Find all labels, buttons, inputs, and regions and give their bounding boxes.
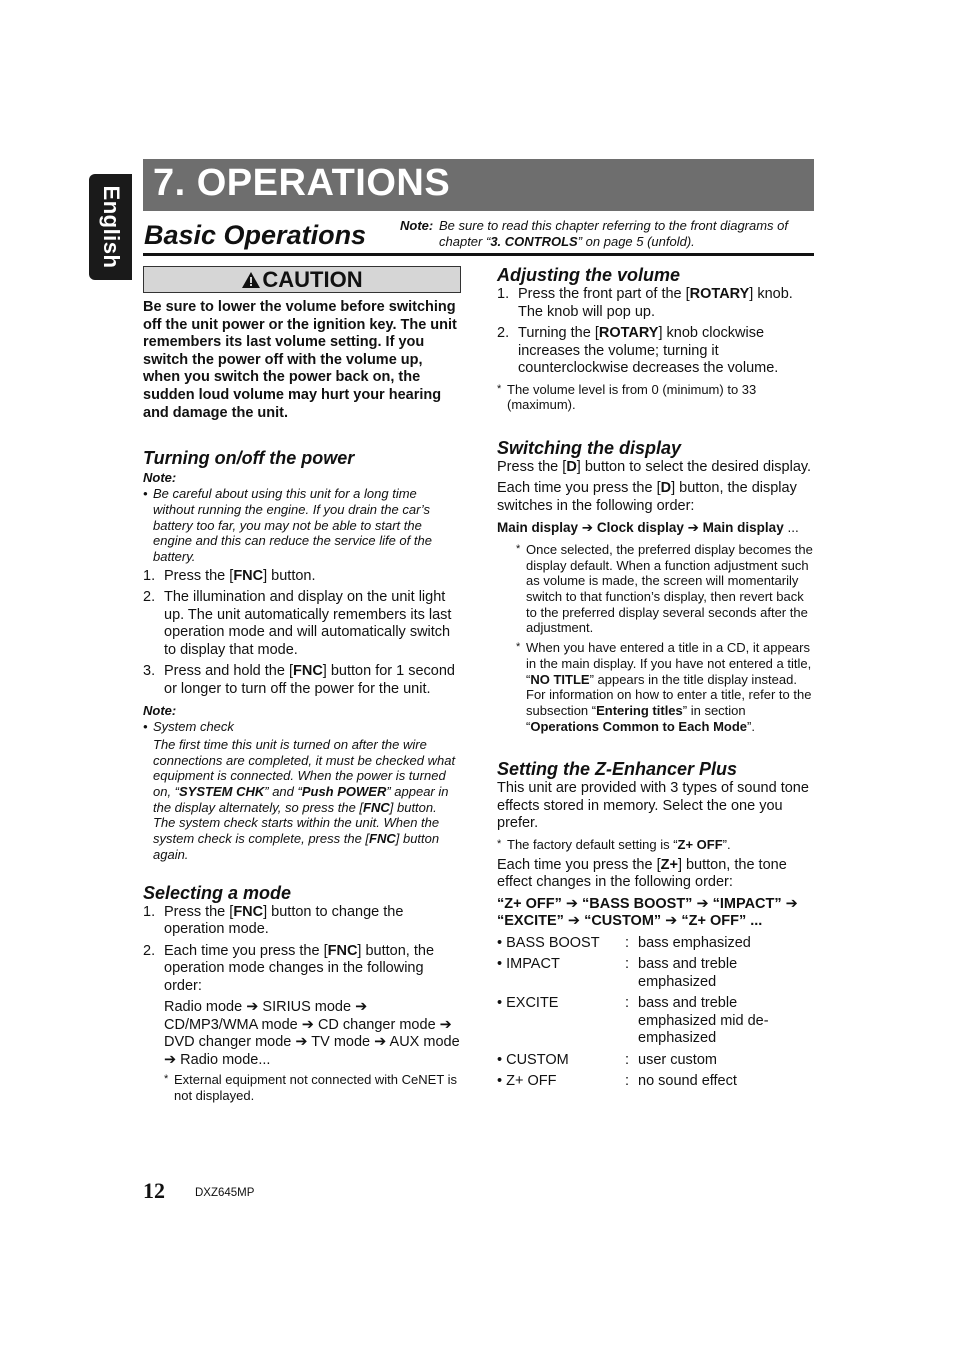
model-number: DXZ645MP: [195, 1187, 255, 1199]
effect-name: • IMPACT: [497, 956, 560, 973]
warning-icon: [241, 271, 261, 289]
section-title: Basic Operations: [144, 220, 367, 250]
chapter-header: [143, 159, 814, 211]
effect-desc: user custom: [638, 1051, 717, 1068]
heading-zplus: Setting the Z-Enhancer Plus: [497, 759, 738, 780]
display-order: Main display ➔ Clock display ➔ Main display ...: [497, 520, 799, 536]
language-tab-label: English: [98, 185, 124, 269]
zplus-effects-table: [497, 935, 815, 1091]
zplus-default: * The factory default setting is “Z+ OFF”.: [497, 836, 731, 852]
zplus-p2: Each time you press the [Z+] button, the tone effect changes in the following order:: [497, 856, 787, 891]
top-note: [400, 218, 814, 250]
effect-sep: :: [625, 1073, 630, 1090]
effect-sep: :: [625, 956, 630, 973]
display-note-1: * Once selected, the preferred display becomes the display default. When a function adjustment such as volume is made, the screen will momentarily switch to that function’s display, then revert back to the preferred display several seconds after the adjustment.: [516, 541, 813, 636]
top-note-text: Be sure to read this chapter referring to the front diagrams of chapter “3. CONTROLS” on page 5 (unfold).: [439, 218, 789, 249]
caution-label: CAUTION: [144, 267, 460, 292]
power-note2-text: The first time this unit is turned on after the wire connections are completed, it must be checked what equipment is connected. When the power is turned on, “SYSTEM CHK” and “Push POWER” appear in the display alternately, so press the [FNC] button. The system check starts within the unit. When the system check is complete, press the [FNC] button again.: [153, 736, 456, 862]
effect-desc: bass emphasized: [638, 934, 751, 951]
effect-sep: :: [625, 995, 630, 1012]
volume-step-2: 2. Turning the [ROTARY] knob clockwise increases the volume; turning it counterclockwise decreases the volume.: [497, 325, 779, 376]
section-rule: [143, 253, 814, 256]
caution-box: [143, 266, 461, 293]
heading-display: Switching the display: [497, 437, 682, 458]
volume-footnote: * The volume level is from 0 (minimum) to 33 (maximum).: [497, 381, 757, 413]
mode-step-1: 1. Press the [FNC] button to change the operation mode.: [143, 903, 404, 937]
top-note-label: Note:: [400, 218, 434, 233]
volume-step-1: 1. Press the front part of the [ROTARY] knob. The knob will pop up.: [497, 286, 793, 320]
right-column: [497, 264, 815, 1091]
heading-power: Turning on/off the power: [143, 448, 355, 469]
display-p2: Each time you press the [D] button, the display switches in the following order:: [497, 480, 797, 514]
effect-desc: bass and treble emphasized mid de-emphasized: [638, 995, 769, 1047]
effect-name: • EXCITE: [497, 995, 559, 1012]
effect-sep: :: [625, 1051, 630, 1068]
mode-step-2: 2. Each time you press the [FNC] button, the operation mode changes in the following order:: [143, 942, 435, 994]
effect-desc: bass and treble emphasized: [638, 956, 738, 990]
power-step-1: 1. Press the [FNC] button.: [143, 567, 316, 584]
power-step-3: 3. Press and hold the [FNC] button for 1 second or longer to turn off the power for the unit.: [143, 663, 455, 697]
effect-desc: no sound effect: [638, 1073, 737, 1090]
page-number: 12: [143, 1178, 165, 1203]
left-column: [143, 266, 461, 1103]
effect-name: • BASS BOOST: [497, 934, 600, 951]
chapter-title: 7. OPERATIONS: [153, 162, 451, 204]
effect-name: • Z+ OFF: [497, 1073, 557, 1090]
mode-footnote: * External equipment not connected with CeNET is not displayed.: [164, 1072, 458, 1103]
mode-order: Radio mode ➔ SIRIUS mode ➔ CD/MP3/WMA mode ➔ CD changer mode ➔ DVD changer mode ➔ TV mode ➔ AUX mode ➔ Radio mode...: [164, 999, 460, 1068]
heading-mode: Selecting a mode: [143, 882, 292, 903]
zplus-order: “Z+ OFF” ➔ “BASS BOOST” ➔ “IMPACT” ➔ “EXCITE” ➔ “CUSTOM” ➔ “Z+ OFF” ...: [497, 895, 798, 930]
caution-text: Be sure to lower the volume before switching off the unit power or the ignition key. The unit remembers its last volume setting. If you switch the power off with the volume up, when you switch the power back on, the sudden loud volume may hurt your hearing and damage the unit.: [143, 299, 457, 421]
display-p1: Press the [D] button to select the desired display.: [497, 458, 812, 475]
language-tab: [89, 174, 132, 280]
power-note: • Be careful about using this unit for a long time without running the engine. If you drain the car’s battery too far, you may not be able to start the engine and this can reduce the service life of the battery.: [143, 486, 432, 564]
effect-sep: :: [625, 934, 630, 951]
power-step-2: 2. The illumination and display on the unit light up. The unit automatically remembers its last operation mode and will automatically switch to display that mode.: [143, 589, 452, 658]
display-note-2: * When you have entered a title in a CD, it appears in the main display. If you have not entered a title, “NO TITLE” appears in the title display instead. For information on how to enter a title, refer to the subsection “Entering titles” in section “Operations Common to Each Mode”.: [516, 640, 812, 734]
effect-name: • CUSTOM: [497, 1051, 569, 1068]
zplus-intro: This unit are provided with 3 types of sound tone effects stored in memory. Select the one you prefer.: [497, 780, 809, 832]
power-note-label: Note:: [143, 470, 177, 486]
power-note2-label: Note:: [143, 703, 177, 719]
heading-volume: Adjusting the volume: [497, 265, 681, 285]
power-note2-bullet: • System check: [143, 719, 234, 735]
